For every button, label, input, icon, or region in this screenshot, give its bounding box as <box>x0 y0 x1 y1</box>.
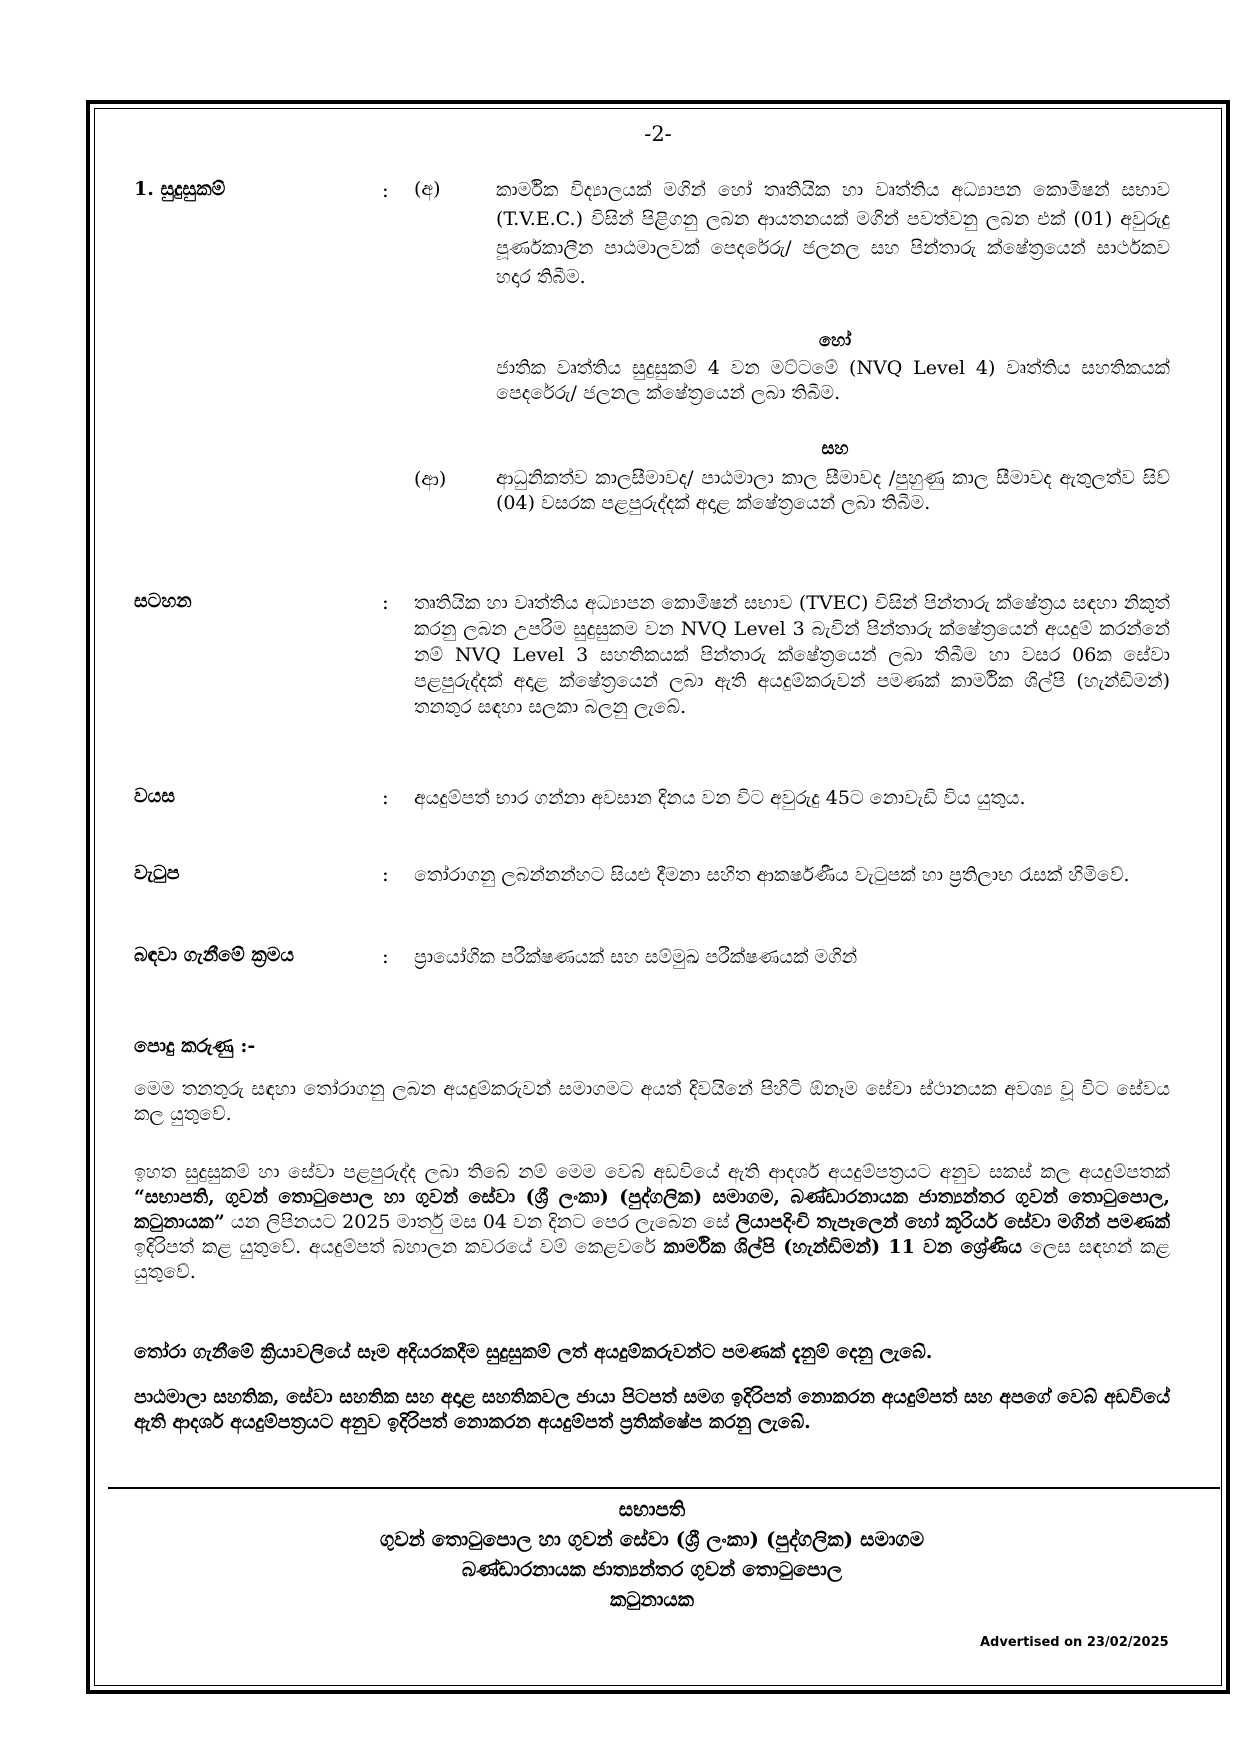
and-connector: සහ <box>821 438 849 459</box>
signature-company: ගුවන් තොටුපොල හා ගුවන් සේවා (ශ්‍රී ලංකා) (පුද්ගලික) සමාගම <box>379 1527 925 1551</box>
advertised-date: Advertised on 23/02/2025 <box>980 1635 1169 1650</box>
salary-colon: : <box>382 862 389 886</box>
page-number: -2- <box>644 122 672 146</box>
or-connector: හෝ <box>818 330 852 351</box>
general-note-2-part-e: ඉදිරිපත් කළ යුතුවේ. අයදුම්පත් බහාලන කවරයේ වම් කෙළවරේ <box>134 1236 664 1258</box>
general-note-2-part-c: යන ලිපිනයට 2025 මාර්තු මස 04 වන දිනට පෙර ලැබෙන සේ <box>224 1211 736 1233</box>
signature-location: කටුනායක <box>609 1587 695 1611</box>
selection-colon: : <box>382 944 389 968</box>
qualification-nvq-text: ජාතික වෘත්තිය සුදුසුකම් 4 වන මට්ටමේ (NVQ Level 4) වෘත්තිය සහතිකයක් පෙදරේරු/ ජලනල ක්ෂේත්‍රයෙන් ලබා තිබීම. <box>496 357 1170 404</box>
age-text: අයදුම්පත් භාර ගන්නා අවසාන දිනය වන විට අවුරුදු 45ට නොවැඩි විය යුතුය. <box>414 787 1026 809</box>
general-note-2-part-a: ඉහත සුදුසුකම් හා සේවා පළපුරුද්ද ලබා තිබේ නම් මෙම වෙබ් අඩවියේ ඇති ආදර්ශ අයදුම්පත්‍රයට අනුව සකස් කල අයදුම්පතක් <box>134 1161 1170 1183</box>
note-label: සටහන <box>134 590 192 612</box>
selection-text: ප්‍රායෝගික පරීක්ෂණයක් සහ සම්මුඛ පරීක්ෂණයක් මගින් <box>414 946 858 968</box>
general-note-4: පාඨමාලා සහතික, සේවා සහතික සහ අදාළ සහතිකවල ජායා පිටපත් සමග ඉදිරිපත් නොකරන අයදුම්පත් සහ අපගේ වෙබ් අඩවියේ ඇති ආදර්ශ අයදුම්පත්‍රයට අනුව ඉදිරිපත් නොකරන අයදුම්පත් ප්‍රතික්ෂේප කරනු ලැබේ. <box>134 1386 1170 1433</box>
qualification-aa-marker: (ආ) <box>414 468 447 490</box>
note-text: තෘතියික හා වෘත්තිය අධ්‍යාපන කොමිෂන් සභාව (TVEC) විසින් පින්තාරු ක්ෂේත්‍රය සඳහා නිකුත් කරනු ලබන උපරිම සුදුසුකම වන NVQ Level 3 බැවින් පින්තාරු ක්ෂේත්‍රයෙන් අයදුම් කරන්නේ නම් NVQ Level 3 සහතිකයක් පින්තාරු ක්ෂේත්‍රයෙන් ලබා තිබීම හා වසර 06ක සේවා පළපුරුද්දක් අදාළ ක්ෂේත්‍රයෙන් ලබා ඇති අයදුම්කරුවන් පමණක් කාර්මික ශිල්පි (හැන්ඩිමන්) තනතුර සඳහා සලකා බලනු ලැබේ. <box>414 592 1170 718</box>
signature-divider <box>108 1487 1220 1489</box>
selection-label: බඳවා ගැනීමේ ක්‍රමය <box>134 944 295 966</box>
general-note-2-part-g: ලෙස සඳහන් කළ යුතුවේ. <box>134 1236 1170 1283</box>
qualifications-colon: : <box>382 178 389 202</box>
qualification-a-marker: (අ) <box>414 178 441 200</box>
age-colon: : <box>382 785 389 809</box>
general-note-2 <box>134 1160 1170 1285</box>
signature-airport: බණ්ඩාරනායක ජාත්‍යන්තර ගුවන් තොටුපොල <box>461 1557 843 1581</box>
post-grade: කාර්මික ශිල්පි (හැන්ඩිමන්) 11 වන ශ්‍රේණිය <box>663 1236 1023 1258</box>
general-note-3: තෝරා ගැනීමේ ක්‍රියාවලියේ සෑම අදියරකදීම සුදුසුකම් ලත් අයදුම්කරුවන්ට පමණක් දැනුම් දෙනු ලැබේ. <box>134 1341 933 1363</box>
qualification-aa-text: ආධුනිකත්ව කාලසීමාවද/ පාඨමාලා කාල සීමාවද /පුහුණු කාල සීමාවද ඇතුලත්ව සිව් (04) වසරක පළපුරුද්දක් අදාළ ක්ෂේත්‍රයෙන් ලබා තිබීම. <box>496 467 1170 514</box>
delivery-method: ලියාපදිංචි තැපෑලෙන් හෝ කූරියර් සේවා මගින් පමණක් <box>735 1211 1170 1233</box>
note-colon: : <box>382 590 389 614</box>
qualification-a-text: කාර්මික විද්‍යාලයක් මගින් හෝ තෘතියික හා වෘත්තිය අධ්‍යාපන කොමිෂන් සභාව (T.V.E.C.) විසින් පිළිගනු ලබන ආයතනයක් මගින් පවත්වනු ලබන එක් (01) අවුරුදු පූර්ණකාලීන පාඨමාලවක් පෙදරේරු/ ජලනල සහ පින්තාරු ක්ෂේත්‍රයෙන් සාර්ථකව හදාර තිබීම. <box>496 179 1170 288</box>
postal-address: “සභාපති, ගුවන් තොටුපොල හා ගුවන් සේවා (ශ්‍රී ලංකා) (පුද්ගලික) සමාගම, බණ්ඩාරනායක ජාත්‍යන්තර ගුවන් තොටුපොල, කටුනායක” <box>134 1186 1170 1233</box>
general-note-1: මෙම තනතුරු සඳහා තෝරාගනු ලබන අයදුම්කරුවන් සමාගමට අයත් දිවයිනේ පිහිටි ඕනෑම සේවා ස්ථානයක අවශ්‍ය වූ විට සේවය කල යුතුවේ. <box>134 1078 1170 1125</box>
salary-text: තෝරාගනු ලබන්නන්හට සියළු දීමනා සහිත ආකර්ෂණීය වැටුපක් හා ප්‍රතිලාභ රැසක් හිමිවේ. <box>414 864 1130 886</box>
general-notes-heading: පොදු කරුණු :- <box>134 1035 256 1057</box>
signature-title: සභාපති <box>618 1497 686 1521</box>
qualifications-label: 1. සුදුසුකම් <box>134 178 226 200</box>
age-label: වයස <box>134 785 175 807</box>
salary-label: වැටුප <box>134 862 180 884</box>
